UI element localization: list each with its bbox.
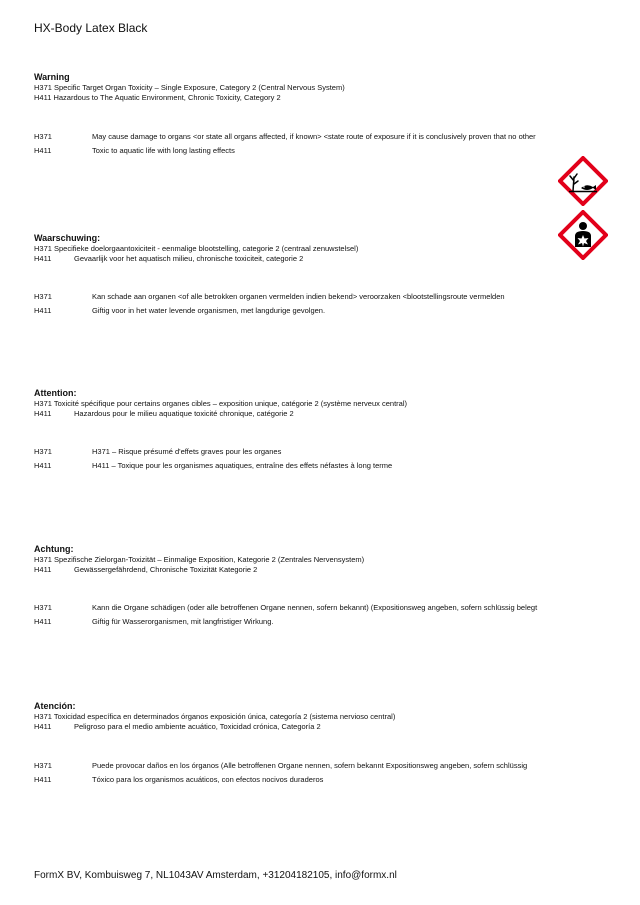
document-title: HX-Body Latex Black (34, 21, 148, 35)
hazard-statement: H411 H411 – Toxique pour les organismes aquatiques, entraîne des effets néfastes à long terme (34, 461, 393, 470)
ghs-pictograms (558, 156, 610, 264)
section-heading: Warning (34, 72, 70, 82)
classification-line: H371 Specific Target Organ Toxicity – Single Exposure, Category 2 (Central Nervous System) (34, 83, 345, 92)
classification-line: H371 Toxicité spécifique pour certains organes cibles – exposition unique, catégorie 2 (système nerveux central) (34, 399, 407, 408)
hazard-statement: H411 Giftig voor in het water levende organismen, met langdurige gevolgen. (34, 306, 326, 315)
hazard-statement: H371 H371 – Risque présumé d'effets graves pour les organes (34, 447, 282, 456)
section-spanish (34, 701, 614, 784)
hazard-statement: H371 Kann die Organe schädigen (oder alle betroffenen Organe nennen, sofern bekannt) (Expositionsweg angeben, sofern schlüssig belegt (34, 603, 538, 612)
section-heading: Atención: (34, 701, 76, 711)
hazard-statement: H411 Toxic to aquatic life with long lasting effects (34, 146, 235, 155)
section-dutch (34, 233, 614, 315)
classification-line: H411 Gevaarlijk voor het aquatisch milieu, chronische toxiciteit, categorie 2 (34, 254, 304, 263)
classification-line: H411 Peligroso para el medio ambiente acuático, Toxicidad crónica, Categoría 2 (34, 722, 321, 731)
classification-line: H371 Specifieke doelorgaantoxiciteit - eenmalige blootstelling, categorie 2 (centraal zenuwstelsel) (34, 244, 359, 253)
section-heading: Waarschuwing: (34, 233, 101, 243)
classification-line: H411 Gewässergefährdend, Chronische Toxizität Kategorie 2 (34, 565, 258, 574)
section-english (34, 72, 614, 155)
hazard-statement: H371 Kan schade aan organen <of alle betrokken organen vermelden indien bekend> veroorzaken <blootstellingsroute vermelden (34, 292, 505, 301)
health-hazard-icon (558, 210, 608, 260)
hazard-statement: H411 Giftig für Wasserorganismen, mit langfristiger Wirkung. (34, 617, 274, 626)
section-heading: Attention: (34, 388, 77, 398)
classification-line: H411 Hazardous pour le milieu aquatique toxicité chronique, catégorie 2 (34, 409, 294, 418)
company-footer: FormX BV, Kombuisweg 7, NL1043AV Amsterdam, +31204182105, info@formx.nl (34, 870, 397, 881)
section-french (34, 388, 614, 470)
classification-line: H411 Hazardous to The Aquatic Environment, Chronic Toxicity, Category 2 (34, 93, 281, 102)
classification-line: H371 Toxicidad específica en determinados órganos exposición única, categoría 2 (sistema nervioso central) (34, 712, 396, 721)
hazard-statement: H371 May cause damage to organs <or state all organs affected, if known> <state route of exposure if it is conclusively proven that no other (34, 132, 536, 141)
section-german (34, 544, 614, 626)
hazard-statement: H371 Puede provocar daños en los órganos (Alle betroffenen Organe nennen, sofern bekannt Expositionsweg angeben, sofern schlüssig (34, 761, 528, 770)
classification-line: H371 Spezifische Zielorgan-Toxizität – Einmalige Exposition, Kategorie 2 (Zentrales Nervensystem) (34, 555, 365, 564)
environment-hazard-icon (558, 156, 608, 206)
hazard-statement: H411 Tóxico para los organismos acuáticos, con efectos nocivos duraderos (34, 775, 324, 784)
section-heading: Achtung: (34, 544, 74, 554)
